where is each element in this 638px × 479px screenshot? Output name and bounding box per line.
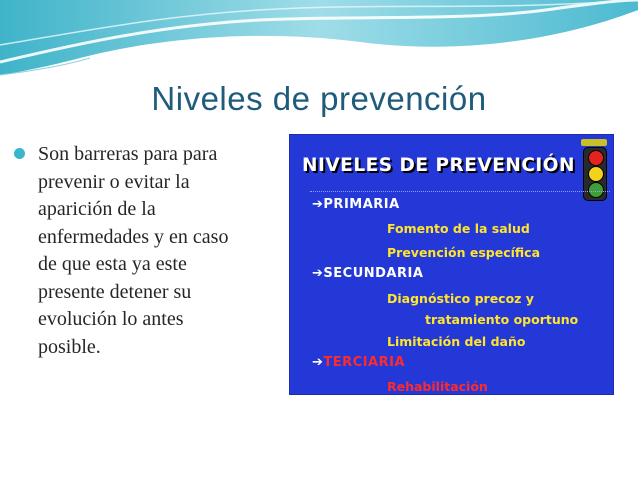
- bullet-list: [14, 141, 276, 361]
- sub-item: Diagnóstico precoz y: [387, 291, 534, 306]
- bullet-line: de que esta ya este: [38, 253, 187, 275]
- level-primaria: [312, 197, 400, 212]
- traffic-light-cap: [581, 139, 607, 146]
- bullet-line: posible.: [38, 335, 101, 358]
- arrow-icon: ➔: [312, 266, 324, 281]
- prevention-levels-image: [289, 134, 614, 395]
- bullet-text: [38, 141, 276, 361]
- sub-item: Fomento de la salud: [387, 221, 530, 236]
- bullet-line: presente detener su: [38, 280, 192, 303]
- red-light-icon: [588, 150, 604, 166]
- slide-title: Niveles de prevención: [151, 80, 487, 117]
- header-wave-decoration: [0, 0, 638, 90]
- level-terciaria: [312, 355, 405, 370]
- green-light-icon: [588, 182, 604, 198]
- bullet-line: Son barreras para para: [38, 143, 218, 165]
- level-secundaria: [312, 266, 423, 281]
- sub-item: tratamiento oportuno: [425, 312, 579, 327]
- arrow-icon: ➔: [312, 355, 324, 370]
- yellow-light-icon: [588, 166, 604, 182]
- bullet-line: evolución lo antes: [38, 308, 184, 330]
- sub-item: Rehabilitación: [387, 379, 488, 394]
- level-label: SECUNDARIA: [323, 266, 424, 281]
- level-label: PRIMARIA: [323, 197, 400, 212]
- bullet-line: prevenir o evitar la: [38, 170, 190, 193]
- sub-item: Prevención específica: [387, 245, 541, 260]
- traffic-light-icon: [583, 147, 607, 201]
- bullet-line: aparición de la: [38, 198, 156, 220]
- bullet-dot-icon: [14, 148, 25, 159]
- panel-title: NIVELES DE PREVENCIÓN: [302, 155, 575, 176]
- arrow-icon: ➔: [312, 197, 324, 212]
- dotted-divider: [310, 191, 610, 192]
- level-label: TERCIARIA: [323, 355, 406, 370]
- bullet-line: enfermedades y en caso: [38, 225, 229, 248]
- sub-item: Limitación del daño: [387, 334, 526, 349]
